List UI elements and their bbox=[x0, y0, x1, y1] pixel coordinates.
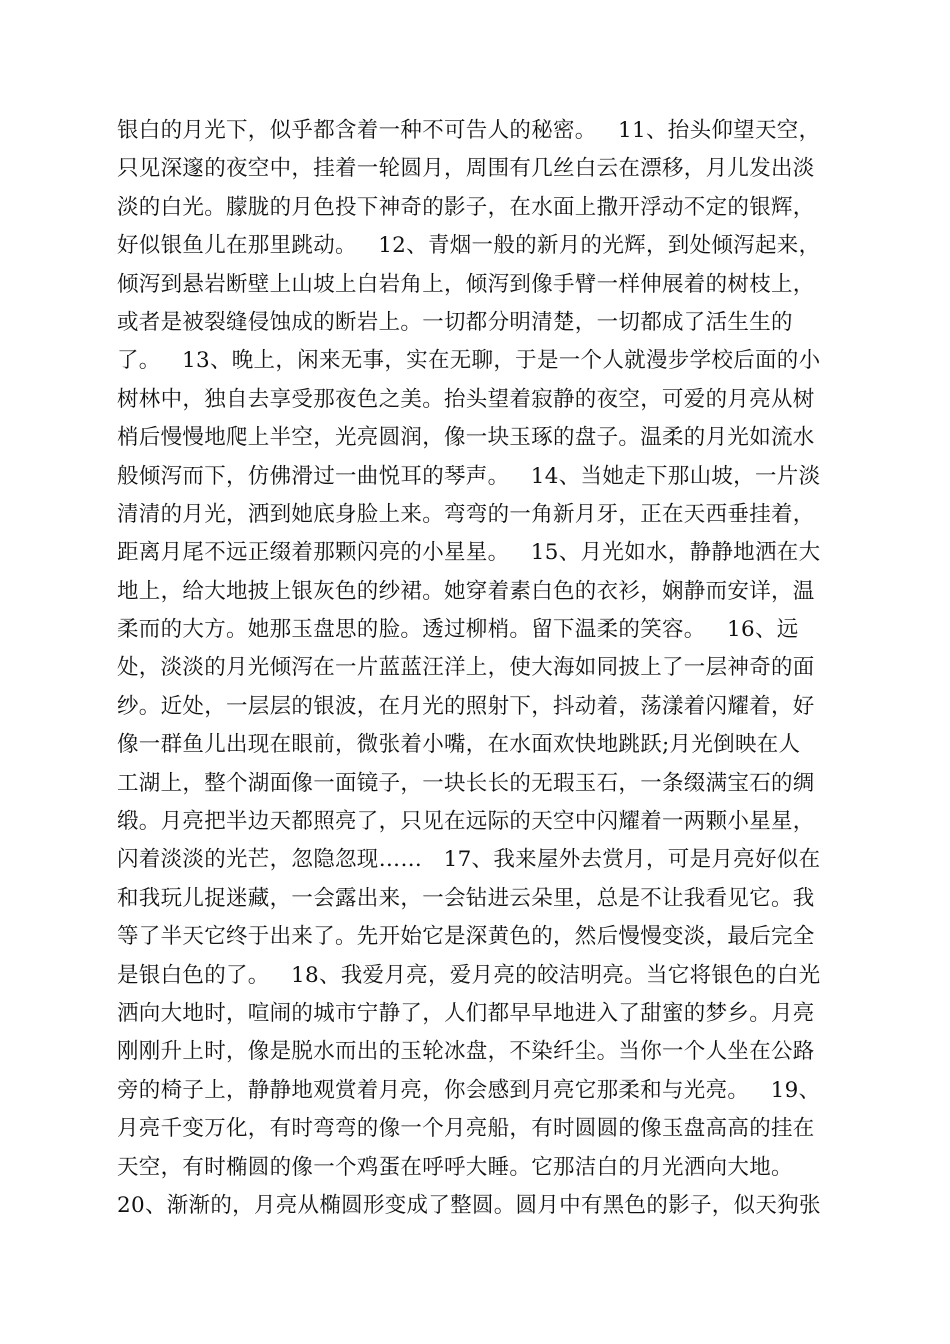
text-line: 旁的椅子上，静静地观赏着月亮，你会感到月亮它那柔和与光亮。 19、 bbox=[117, 1077, 821, 1103]
text-line: 20、渐渐的，月亮从椭圆形变成了整圆。圆月中有黑色的影子，似天狗张 bbox=[117, 1192, 821, 1218]
text-line: 工湖上，整个湖面像一面镜子，一块长长的无瑕玉石，一条缀满宝石的绸 bbox=[117, 770, 815, 796]
text-line: 倾泻到悬岩断壁上山坡上白岩角上，倾泻到像手臂一样伸展着的树枝上， bbox=[117, 271, 815, 297]
text-line: 银白的月光下，似乎都含着一种不可告人的秘密。 11、抬头仰望天空， bbox=[117, 118, 821, 143]
text-line: 般倾泻而下，仿佛滑过一曲悦耳的琴声。 14、当她走下那山坡，一片淡 bbox=[117, 463, 821, 489]
text-line: 柔而的大方。她那玉盘思的脸。透过柳梢。留下温柔的笑容。 16、远 bbox=[117, 617, 799, 643]
text-line: 地上，给大地披上银灰色的纱裙。她穿着素白色的衣衫，娴静而安详，温 bbox=[117, 578, 815, 604]
text-line: 清清的月光，洒到她底身脸上来。弯弯的一角新月牙，正在天西垂挂着， bbox=[117, 501, 815, 527]
text-line: 了。 13、晚上，闲来无事，实在无聊，于是一个人就漫步学校后面的小 bbox=[117, 348, 821, 374]
text-line: 是银白色的了。 18、我爱月亮，爱月亮的皎洁明亮。当它将银色的白光 bbox=[117, 962, 821, 988]
text-line: 洒向大地时，喧闹的城市宁静了，人们都早早地进入了甜蜜的梦乡。月亮 bbox=[117, 1000, 815, 1026]
body-text bbox=[117, 112, 837, 1225]
text-line: 天空，有时椭圆的像一个鸡蛋在呼呼大睡。它那洁白的月光洒向大地。 bbox=[117, 1154, 793, 1180]
text-line: 缎。月亮把半边天都照亮了，只见在远际的天空中闪耀着一两颗小星星， bbox=[117, 809, 815, 835]
text-line: 像一群鱼儿出现在眼前，微张着小嘴，在水面欢快地跳跃;月光倒映在人 bbox=[117, 732, 801, 758]
text-line: 和我玩儿捉迷藏，一会露出来，一会钻进云朵里，总是不让我看见它。我 bbox=[117, 885, 815, 911]
text-line: 等了半天它终于出来了。先开始它是深黄色的，然后慢慢变淡，最后完全 bbox=[117, 924, 815, 950]
text-line: 闪着淡淡的光芒，忽隐忽现…… 17、我来屋外去赏月，可是月亮好似在 bbox=[117, 847, 821, 873]
text-line: 只见深邃的夜空中，挂着一轮圆月，周围有几丝白云在漂移，月儿发出淡 bbox=[117, 156, 815, 182]
text-line: 纱。近处，一层层的银波，在月光的照射下，抖动着，荡漾着闪耀着，好 bbox=[117, 693, 815, 719]
text-line: 距离月尾不远正缀着那颗闪亮的小星星。 15、月光如水，静静地洒在大 bbox=[117, 540, 821, 566]
text-line: 处，淡淡的月光倾泻在一片蓝蓝汪洋上，使大海如同披上了一层神奇的面 bbox=[117, 655, 815, 681]
text-line: 好似银鱼儿在那里跳动。 12、青烟一般的新月的光辉，到处倾泻起来， bbox=[117, 233, 821, 259]
text-line: 树林中，独自去享受那夜色之美。抬头望着寂静的夜空，可爱的月亮从树 bbox=[117, 386, 815, 412]
text-line: 月亮千变万化，有时弯弯的像一个月亮船，有时圆圆的像玉盘高高的挂在 bbox=[117, 1116, 815, 1142]
text-line: 梢后慢慢地爬上半空，光亮圆润，像一块玉琢的盘子。温柔的月光如流水 bbox=[117, 425, 815, 451]
text-line: 或者是被裂缝侵蚀成的断岩上。一切都分明清楚，一切都成了活生生的 bbox=[117, 309, 793, 335]
text-line: 刚刚升上时，像是脱水而出的玉轮冰盘，不染纤尘。当你一个人坐在公路 bbox=[117, 1039, 815, 1065]
text-line: 淡的白光。朦胧的月色投下神奇的影子，在水面上撒开浮动不定的银辉， bbox=[117, 194, 815, 220]
